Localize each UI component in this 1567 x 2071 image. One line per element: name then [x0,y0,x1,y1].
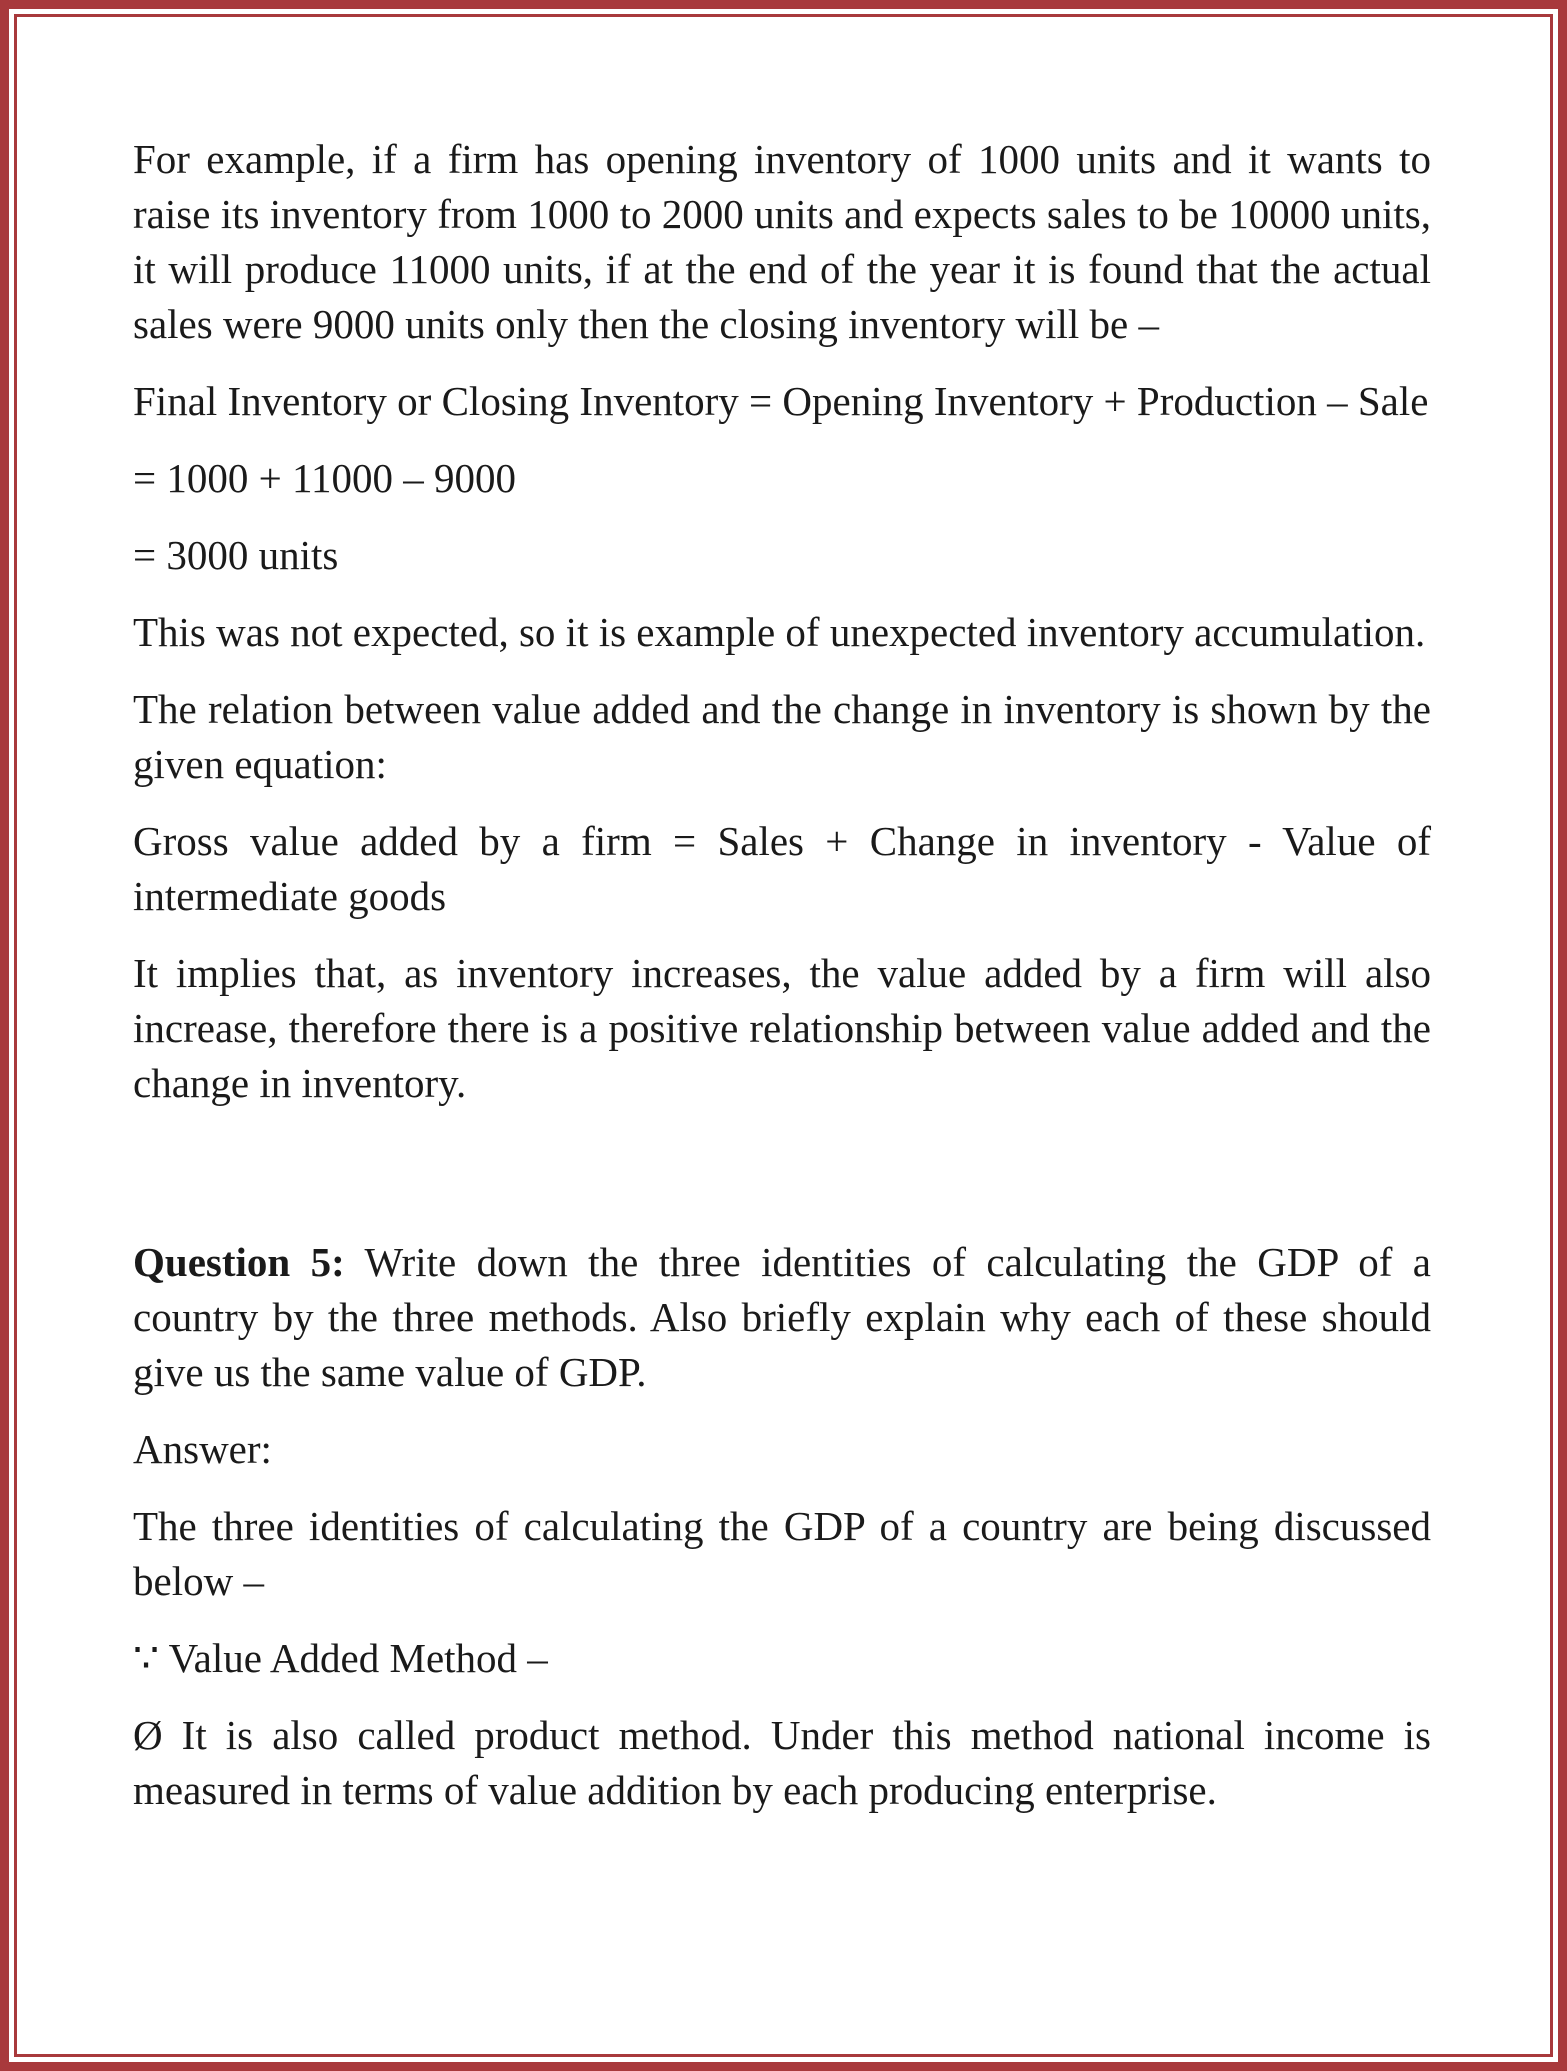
heading-value-added-method: ∵ Value Added Method – [133,1635,548,1681]
paragraph-gross-value-added-equation: Gross value added by a firm = Sales + Change in inventory - Value of intermediate goods [133,818,1431,919]
section-spacer [133,1133,1431,1235]
paragraph-example: For example, if a firm has opening inventory of 1000 units and it wants to raise its inventory from 1000 to 2000 units and expects sales to be 10000 units, it will produce 11000 units, if at the end of the year it is found that the actual sales were 9000 units only then the closing inventory will be – [133,136,1431,347]
question-5 [133,1235,1431,1400]
paragraph-calculation-step: = 1000 + 11000 – 9000 [133,455,516,501]
question-text: Write down the three identities of calculating the GDP of a country by the three methods. Also briefly explain why each of these should give us the same value of GDP. [133,1239,1431,1395]
paragraph-closing-inventory-formula: Final Inventory or Closing Inventory = Opening Inventory + Production – Sale [133,378,1429,424]
paragraph-positive-relationship: It implies that, as inventory increases, the value added by a firm will also increase, therefore there is a positive relationship between value added and the change in inventory. [133,950,1431,1106]
answer-label: Answer: [133,1426,272,1472]
paragraph-three-identities-intro: The three identities of calculating the GDP of a country are being discussed below – [133,1503,1431,1604]
paragraph-calculation-result: = 3000 units [133,532,339,578]
paragraph-unexpected-accumulation: This was not expected, so it is example of unexpected inventory accumulation. [133,609,1426,655]
paragraph-relation-intro: The relation between value added and the change in inventory is shown by the given equation: [133,686,1431,787]
question-label: Question 5: [133,1239,345,1285]
paragraph-product-method: Ø It is also called product method. Under this method national income is measured in terms of value addition by each producing enterprise. [133,1712,1431,1813]
document-body [133,132,1431,1840]
